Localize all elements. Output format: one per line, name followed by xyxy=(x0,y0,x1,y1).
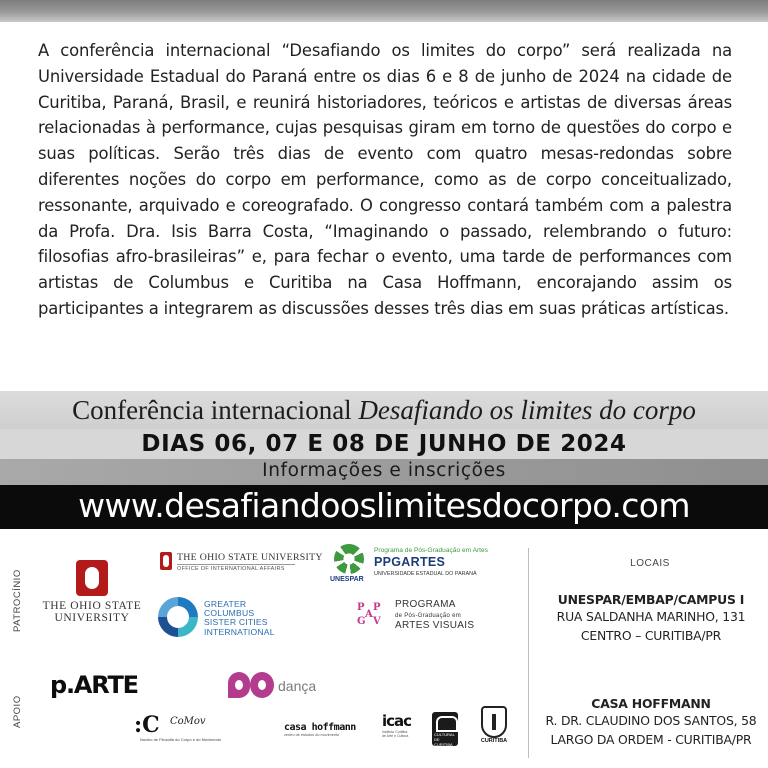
venue-address: RUA SALDANHA MARINHO, 131 xyxy=(556,609,746,624)
venue-address: R. DR. CLAUDINO DOS SANTOS, 58 xyxy=(545,713,757,728)
osu-logo xyxy=(42,560,142,624)
ppgartes-name: PPGARTES xyxy=(374,555,446,569)
parte-logo: p.ARTE xyxy=(50,671,138,699)
curitiba-crest-icon xyxy=(481,706,507,738)
hoffmann-subtitle: centro de estudos do movimento xyxy=(284,733,340,737)
gcsci-line: INTERNATIONAL xyxy=(204,626,275,637)
ppgav-line: PROGRAMA xyxy=(395,599,456,610)
osu-intl-office: OFFICE OF INTERNATIONAL AFFAIRS xyxy=(177,566,285,572)
info-registration-label: Informações e inscrições xyxy=(0,459,768,485)
icac-logo xyxy=(382,712,412,752)
venue-city: CENTRO – CURITIBA/PR xyxy=(580,627,722,643)
apoio-label: APOIO xyxy=(12,695,23,728)
unespar-ppgartes-logo xyxy=(330,544,530,594)
venue-city: LARGO DA ORDEM - CURITIBA/PR xyxy=(550,731,752,747)
patrocinio-label: PATROCÍNIO xyxy=(12,569,23,632)
comov-name: CoMov xyxy=(170,716,206,727)
unespar-flower-icon xyxy=(334,544,364,574)
go-danca-text: dança xyxy=(278,678,317,694)
casa-hoffmann-logo xyxy=(284,722,374,737)
ppgav-line: de Pós-Graduação em xyxy=(395,612,462,619)
section-divider xyxy=(528,548,529,758)
hoffmann-name: casa hoffmann xyxy=(284,722,356,733)
curitiba-name: CURITIBA xyxy=(480,738,508,744)
go-g-icon xyxy=(228,672,250,698)
venue-unespar xyxy=(540,591,762,645)
venue-casa-hoffmann xyxy=(540,695,762,749)
unespar-university: UNIVERSIDADE ESTADUAL DO PARANÁ xyxy=(374,571,477,577)
ppgav-logo xyxy=(355,598,515,636)
go-o-icon xyxy=(250,672,274,698)
gcsci-line: SISTER CITIES xyxy=(204,617,268,628)
icac-subtitle: Instituto Curitiba de Arte e Cultura xyxy=(382,730,409,738)
go-danca-logo xyxy=(228,672,328,702)
osu-logo-text: THE OHIO STATE UNIVERSITY xyxy=(42,600,142,624)
osu-intl-divider xyxy=(177,564,295,565)
comov-subtitle: Núcleo de Filosofia do Corpo e do Movimento xyxy=(140,737,222,742)
osu-intl-name: THE OHIO STATE UNIVERSITY xyxy=(177,552,323,563)
intro-paragraph: A conferência internacional “Desafiando os limites do corpo” será realizada na Universidade Estadual do Paraná entre os dias 6 e 8 de junho de 2024 na cidade de Curitiba, Paraná, Brasil, e reunirá historiadores, teóricos e artistas de diversas áreas relacionadas à performance, cujas pesquisas giram em torno de questões do corpo e suas políticas. Serão três dias de evento com quatro mesas-redondas sobre diferentes noções do corpo em performance, como as de corpo conceitualizado, ressonante, arquivado e coreografado. O congresso contará também com a palestra da Profa. Dra. Isis Barra Costa, “Imaginando o passado, relembrando o futuro: filosofias afro-brasileiras” e, para fechar o evento, uma tarde de performances com artistas de Columbus e Curitiba na Casa Hoffmann, encorajando assim os participantes a integrarem as discussões desses três dias em suas práticas artísticas. xyxy=(38,41,732,318)
conference-title-band xyxy=(0,391,768,429)
unespar-short-name: UNESPAR xyxy=(330,576,364,583)
comov-figure-icon: :C xyxy=(134,712,160,738)
comov-logo xyxy=(134,712,234,744)
website-url-link[interactable]: www.desafiandooslimitesdocorpo.com xyxy=(0,485,768,529)
gcsci-line: GREATER xyxy=(204,599,247,609)
locations-title: LOCAIS xyxy=(630,558,670,569)
curitiba-crest-logo xyxy=(474,706,514,748)
cultural-text: CULTURAL DE CURITIBA xyxy=(434,732,455,747)
ppgav-letters-icon: P P G V A xyxy=(357,602,381,627)
venue-name: CASA HOFFMANN xyxy=(591,696,711,711)
sister-cities-ring-icon xyxy=(158,597,198,637)
fundacao-cultural-logo xyxy=(432,712,458,746)
greater-columbus-sister-cities-logo xyxy=(158,597,288,641)
osu-block-o-icon xyxy=(76,560,108,596)
conference-title-prefix: Conferência internacional xyxy=(72,395,352,425)
ppgav-line: ARTES VISUAIS xyxy=(395,620,475,631)
header-photo-strip xyxy=(0,0,768,22)
conference-dates: DIAS 06, 07 E 08 DE JUNHO DE 2024 xyxy=(0,429,768,459)
conference-title-italic: Desafiando os limites do corpo xyxy=(358,395,696,425)
osu-mini-o-icon xyxy=(160,552,172,570)
venue-name: UNESPAR/EMBAP/CAMPUS I xyxy=(557,592,745,607)
icac-name: icac xyxy=(382,712,412,730)
gcsci-line: COLUMBUS xyxy=(204,608,255,619)
ppgartes-program: Programa de Pós-Graduação em Artes xyxy=(374,547,488,554)
